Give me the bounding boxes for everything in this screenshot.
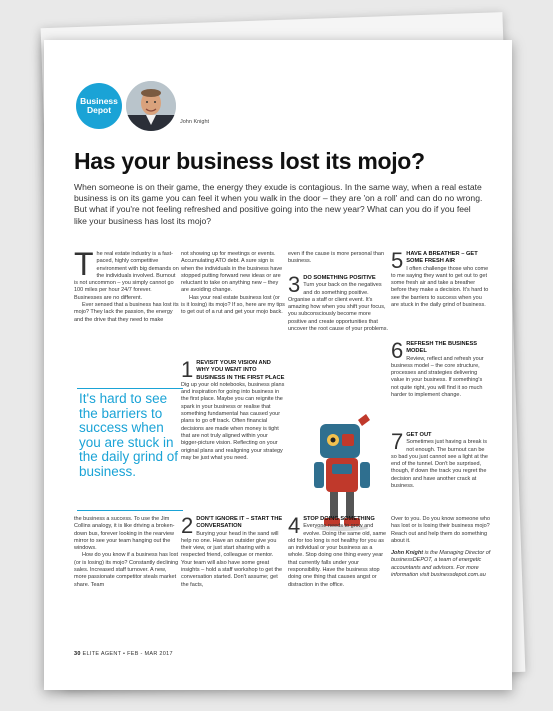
- tip-2-number: 2: [181, 513, 194, 538]
- tip-7-number: 7: [391, 429, 404, 454]
- robot-illustration: [306, 410, 378, 532]
- author-bio-name: John Knight: [391, 550, 424, 557]
- pullquote-rule-bottom: [77, 510, 183, 511]
- author-bio-text: is the Managing Director of businessDEPOT, a team of energetic accountants and advisors. For more information visit businessdepot.com.au: [391, 550, 491, 579]
- tip-3: [288, 272, 388, 333]
- tip-6: [391, 338, 491, 399]
- column-1-top: [74, 246, 180, 324]
- tip-5: [391, 248, 491, 309]
- tip-3-heading: DO SOMETHING POSITIVE: [303, 275, 376, 281]
- logo-line-1: Business: [80, 96, 118, 106]
- tip-2: [181, 513, 285, 589]
- article-title: Has your business lost its mojo?: [74, 148, 425, 174]
- column-4-bottom: [391, 516, 491, 579]
- tip-4-heading: STOP DOING SOMETHING: [303, 516, 375, 522]
- column-3: [288, 251, 388, 266]
- col2-paragraph-1: not showing up for meetings or events. Accumulating ATO debt. A sure sign is when the individuals in the business have stopped putting forward new ideas or are reluctant to take on anything new – they are avoiding change.: [181, 251, 283, 294]
- closing-paragraph: Over to you. Do you know someone who has lost or is losing their business mojo? Reach out and help them do something about it.: [391, 516, 491, 544]
- tip-5-heading: HAVE A BREATHER – GET SOME FRESH AIR: [406, 251, 478, 265]
- tip-6-heading: REFRESH THE BUSINESS MODEL: [406, 341, 478, 355]
- page-number: 30: [74, 651, 81, 657]
- tip-5-body: I often challenge those who come to me saying they want to get out to get some fresh air and take a breather before they make a decision. It's hard to see the barriers to success when you are stuck in the daily grind of business.: [391, 265, 489, 309]
- tip-7-heading: GET OUT: [406, 432, 432, 438]
- col1-paragraph-2: Ever sensed that a business has lost its mojo? They lack the passion, the energy and the drive that they need to make: [74, 302, 179, 323]
- tip-1-heading: REVISIT YOUR VISION AND WHY YOU WENT INTO BUSINESS IN THE FIRST PLACE: [196, 360, 285, 381]
- tip-1: [181, 357, 285, 462]
- col2-paragraph-2: Has your real estate business lost (or is it losing) its mojo? If so, here are my tips to get out of a rut and get your mojo back.: [181, 294, 285, 316]
- drop-cap: T: [74, 246, 94, 282]
- business-depot-logo: [76, 83, 122, 129]
- tip-1-body: Dig up your old notebooks, business plans and inspiration for going into business in the first place. Maybe you can reignite the spark in your business or realise that something fundamental has caused your plans to go off track. Often financial decisions are made when money is tight that are not truly aligned within your bigger-picture vision. Reflecting on your original plans and realigning your strategy may be just what you need.: [181, 381, 285, 461]
- logo-line-2: Depot: [86, 105, 112, 115]
- author-avatar: [126, 81, 176, 131]
- tip-4-number: 4: [288, 513, 301, 538]
- tip-2-heading: DON'T IGNORE IT – START THE CONVERSATION: [196, 516, 283, 530]
- col1-paragraph-4: How do you know if a business has lost (or is losing) its mojo? Constantly declining sales. Increased staff turnover. A new, more passionate competitor steals market share. Team: [74, 552, 179, 588]
- magazine-page: [44, 40, 512, 690]
- column-1-bottom: [74, 516, 180, 589]
- col1-paragraph-3: the business a success. To use the Jim Collins analogy, it is like driving a broken-down bus, forever looking in the rearview mirror to see your team hanging out the windows.: [74, 516, 175, 552]
- tip-6-body: Review, reflect and refresh your business model – the core structure, processes and strategies delivering value in your business. If something's not quite right, you will find it so much harder to implement change.: [391, 355, 484, 399]
- tip-3-number: 3: [288, 272, 301, 297]
- intro-paragraph: he real estate industry is a fast-paced, highly competitive environment with big demands on the individuals involved. Burnout is not uncommon – you simply cannot go 100 miles per hour 24/7 forever. Businesses are no different.: [74, 251, 179, 301]
- tip-4: [288, 513, 388, 589]
- tip-5-number: 5: [391, 248, 404, 273]
- tip-7: [391, 429, 491, 490]
- pullquote-rule-top: [77, 388, 183, 389]
- author-byline: John Knight: [180, 119, 210, 125]
- tip-3-body: Turn your back on the negatives and do something positive. Organise a staff or client event. It's amazing how when you shift your focus, you subconsciously become more positive and create opportunities that uncover the root cause of your problems.: [288, 282, 388, 333]
- article-standfirst: When someone is on their game, the energy they exude is contagious. In the same way, when a real estate business is on its game you can feel it when you walk in the door – they are 'on a roll' and can do no wrong. But what if you're not feeling refreshed and positive going into the new year? What can you do if you feel like your business has lost its mojo?: [74, 182, 483, 226]
- tip-7-body: Sometimes just having a break is not enough. The burnout can be so bad you just cannot see a light at the end of the tunnel. Don't be surprised, though, if down the track you regret the decision and have another crack at business.: [391, 439, 488, 490]
- tip-6-number: 6: [391, 338, 404, 363]
- footer-text: ELITE AGENT • FEB - MAR 2017: [82, 651, 173, 657]
- tip-4-body: Everyone needs to grow and evolve. Doing the same old, same old for too long is not healthy for you as an individual or your business as a whole. Stop doing one thing every year that currently falls under your responsibility. Have the business stop doing one thing that causes angst or distraction in the office.: [288, 523, 387, 588]
- page-footer: [74, 651, 173, 657]
- tip-2-body: Burying your head in the sand will help no one. Have an outsider give you their view, or just start sharing with a respected friend, colleague or mentor. Your team will also have some great insights – hold a staff workshop to get the conversation started. Don't assume; get the facts,: [181, 530, 283, 588]
- column-2: [181, 251, 285, 317]
- author-bio: [391, 550, 491, 579]
- pull-quote: It's hard to see the barriers to success when you are stuck in the daily grind of business.: [79, 391, 179, 479]
- tip-1-number: 1: [181, 357, 194, 382]
- col3-paragraph-1: even if the cause is more personal than business.: [288, 251, 385, 265]
